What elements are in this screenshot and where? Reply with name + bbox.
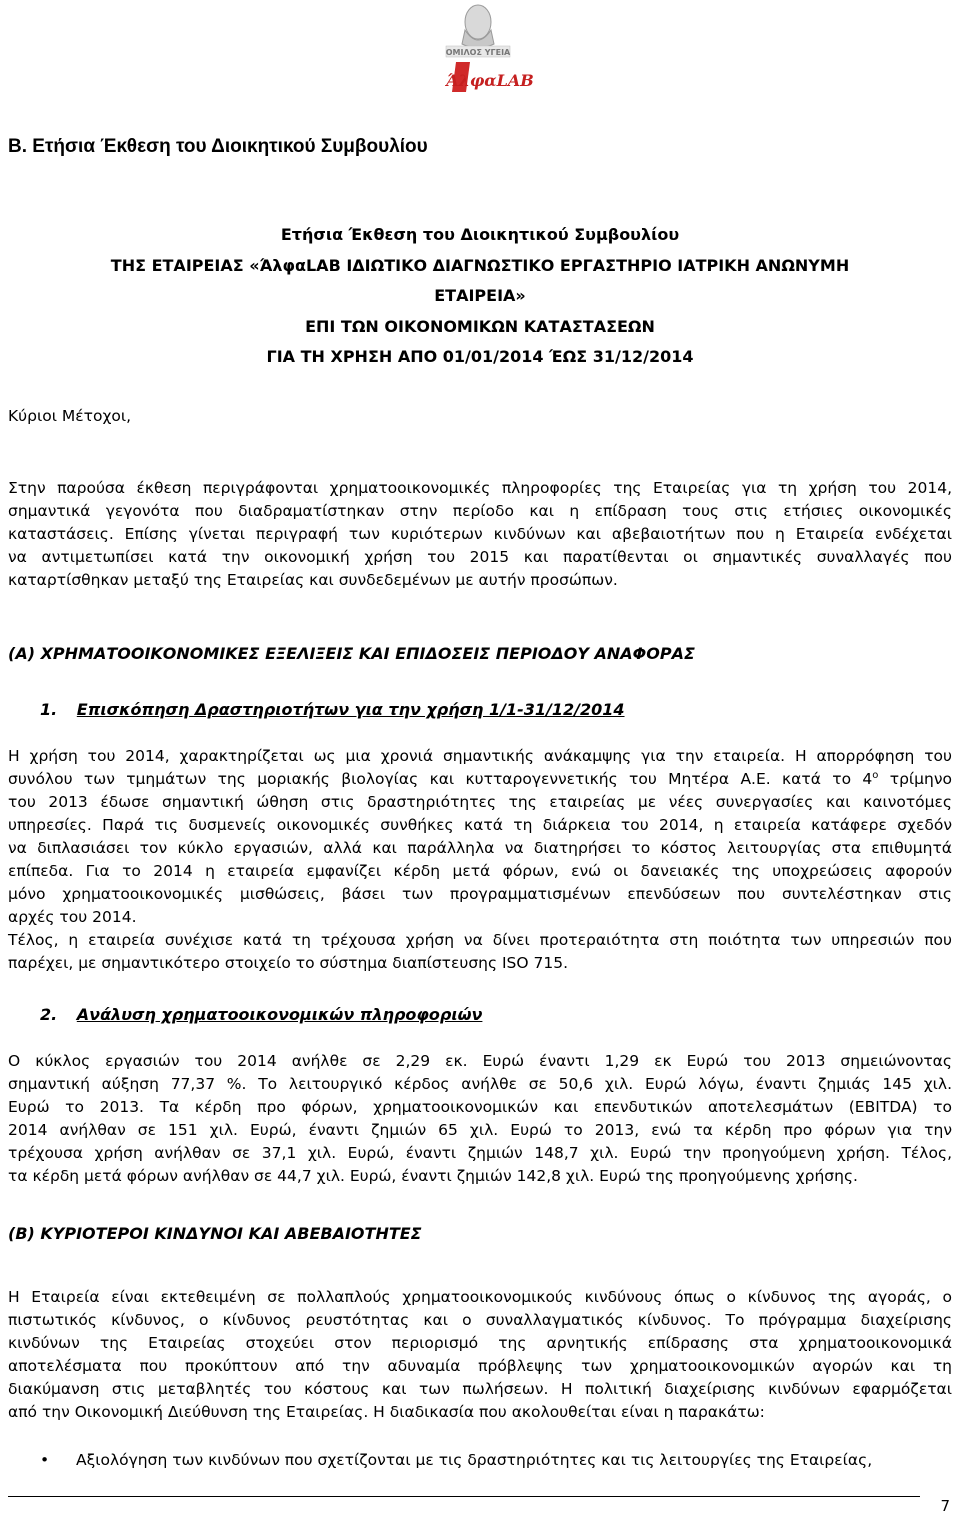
financials-line: Ευρώ το 2013. Τα κέρδη προ φόρων, χρηματοοικονομικών και επενδυτικών αποτελεσμάτων (EBITDA) το	[8, 1098, 952, 1116]
company-logo	[408, 0, 548, 100]
hygeia-bust-icon	[408, 0, 548, 100]
section-title: Β. Ετήσια Έκθεση του Διοικητικού Συμβουλίου	[8, 136, 428, 157]
overview-line: Η χρήση του 2014, χαρακτηρίζεται ως μια χρονιά σημαντικής ανάκαμψης για την εταιρεία. Η απορρόφηση του	[8, 747, 952, 765]
risks-line: διακύμανση στις μεταβλητές του κόστους και των πωλήσεων. Η πολιτική διαχείρισης κινδύνων εφαρμόζεται	[8, 1380, 952, 1398]
footer-divider	[8, 1496, 920, 1497]
report-title-line2: ΤΗΣ ΕΤΑΙΡΕΙΑΣ «ΆλφαLAB ΙΔΙΩΤΙΚΟ ΔΙΑΓΝΩΣΤΙΚΟ ΕΡΓΑΣΤΗΡΙΟ ΙΑΤΡΙΚΗ ΑΝΩΝΥΜΗ	[110, 256, 850, 275]
overview-line: αρχές του 2014.	[8, 908, 137, 926]
overview-line: επίπεδα. Για το 2014 η εταιρεία εμφανίζει κέρδη μετά φόρων, ενώ οι δανειακές της υποχρεώσεις αφορούν	[8, 862, 952, 880]
overview-line: υπηρεσίες. Παρά τις δυσμενείς οικονομικές συνθήκες κατά τη διάρκεια του 2014, η εταιρεία κατάφερε σχεδόν	[8, 816, 952, 834]
risks-line: από την Οικονομική Διεύθυνση της Εταιρείας. Η διαδικασία που ακολουθείται είναι η παρακάτω:	[8, 1403, 765, 1421]
report-title-line1: Ετήσια Έκθεση του Διοικητικού Συμβουλίου	[280, 225, 680, 244]
subheading-2	[40, 1005, 482, 1024]
intro-line: να αντιμετωπίσει κατά την οικονομική χρήση του 2015 και παρατίθενται οι σημαντικές συναλλαγές που	[8, 548, 952, 566]
bullet-text: Αξιολόγηση των κινδύνων που σχετίζονται με τις δραστηριότητες και τις λειτουργίες της Εταιρείας,	[76, 1451, 873, 1469]
risks-line: Η Εταιρεία είναι εκτεθειμένη σε πολλαπλούς χρηματοοικονομικούς κινδύνους όπως ο κίνδυνος της αγοράς, ο	[8, 1288, 952, 1306]
report-title-line5: ΓΙΑ ΤΗ ΧΡΗΣΗ ΑΠΟ 01/01/2014 ΈΩΣ 31/12/2014	[266, 347, 694, 366]
paragraph-risks	[8, 1286, 952, 1424]
heading-a: (Α) ΧΡΗΜΑΤΟΟΙΚΟΝΟΜΙΚΕΣ ΕΞΕΛΙΞΕΙΣ ΚΑΙ ΕΠΙΔΟΣΕΙΣ ΠΕΡΙΟΔΟΥ ΑΝΑΦΟΡΑΣ	[8, 644, 695, 663]
financials-line: Ο κύκλος εργασιών του 2014 ανήλθε σε 2,29 εκ. Ευρώ έναντι 1,29 εκ Ευρώ του 2013 σημειώνοντας	[8, 1052, 952, 1070]
intro-paragraph	[8, 477, 952, 592]
subheading-2-title: Ανάλυση χρηματοοικονομικών πληροφοριών	[76, 1005, 483, 1024]
bullet-icon: •	[40, 1451, 50, 1469]
financials-line: 2014 ανήλθαν σε 151 χιλ. Ευρώ, έναντι ζημιών 65 χιλ. Ευρώ το 2013, ενώ τα κέρδη προ φόρων για την	[8, 1121, 952, 1139]
financials-line: σημαντική αύξηση 77,37 %. Το λειτουργικό κέρδος ανήλθε σε 50,6 χιλ. Ευρώ λόγω, έναντι ζημιάς 145 χιλ.	[8, 1075, 952, 1093]
risks-line: αποτελέσματα που προκύπτουν από την αδυναμία πρόβλεψης των χρηματοοικονομικών αγορών και τη	[8, 1357, 952, 1375]
logo-group-label: ΟΜΙΛΟΣ ΥΓΕΙΑ	[445, 48, 511, 57]
page-number: 7	[940, 1497, 950, 1515]
overview-line: μόνο χρηματοοικονομικές μισθώσεις, βάσει των προγραμματισμένων επενδύσεων που συντελέστηκαν στις	[8, 885, 952, 903]
overview-line: παρέχει, με σημαντικότερο στοιχείο το σύστημα διαπίστευσης ISO 715.	[8, 954, 569, 972]
overview-line: συνόλου των τμημάτων της μοριακής βιολογίας και κυτταρογεννετικής του Μητέρα Α.Ε. κατά το $4^o$ τρίμηνο	[8, 769, 953, 788]
report-title-line4: ΕΠΙ ΤΩΝ ΟΙΚΟΝΟΜΙΚΩΝ ΚΑΤΑΣΤΑΣΕΩΝ	[305, 317, 655, 336]
intro-line: καταστάσεις. Επίσης γίνεται περιγραφή των κυριότερων κινδύνων και αβεβαιοτήτων που η Εταιρεία ενδέχεται	[8, 525, 952, 543]
subheading-1	[40, 700, 625, 719]
subheading-2-number: 2.	[40, 1005, 58, 1024]
risks-line: κινδύνων της Εταιρείας στοχεύει στον περιορισμό της αρνητικής επίδρασης στα χρηματοοικονομικά	[8, 1334, 952, 1352]
intro-line: καταρτίσθηκαν μεταξύ της Εταιρείας και συνδεδεμένων με αυτήν προσώπων.	[8, 571, 618, 589]
subheading-1-title: Επισκόπηση Δραστηριοτήτων για την χρήση 1/1-31/12/2014	[76, 700, 625, 719]
financials-line: τα κέρδη μετά φόρων ανήλθαν σε 44,7 χιλ. Ευρώ, έναντι ζημιών 142,8 χιλ. Ευρώ της προηγούμενης χρήσης.	[8, 1167, 858, 1185]
subheading-1-number: 1.	[40, 700, 58, 719]
overview-line: Τέλος, η εταιρεία συνέχισε κατά τη τρέχουσα χρήση να δίνει προτεραιότητα στη ποιότητα των υπηρεσιών που	[8, 931, 952, 949]
paragraph-overview	[8, 745, 952, 975]
salutation: Κύριοι Μέτοχοι,	[8, 407, 132, 425]
paragraph-financials	[8, 1050, 952, 1188]
financials-line: τρέχουσα χρήση ανήλθαν σε 37,1 χιλ. Ευρώ, έναντι ζημιών 148,7 χιλ. Ευρώ την προηγούμενη χρήση. Τέλος,	[8, 1144, 952, 1162]
overview-line: του 2013 έδωσε σημαντική ώθηση στις δραστηριότητες της εταιρείας με νέες συνεργασίες και καινοτόμες	[8, 793, 952, 811]
intro-line: σημαντικά γεγονότα που διαδραματίστηκαν στην περίοδο και η επίδραση τους στις ετήσιες οικονομικές	[8, 502, 952, 520]
logo-brand-text: ΆλφαLAB	[446, 71, 534, 90]
risks-line: πιστωτικός κίνδυνος, ο κίνδυνος ρευστότητας και ο συναλλαγματικός κίνδυνος. Το πρόγραμμα διαχείρισης	[8, 1311, 952, 1329]
heading-b: (Β) ΚΥΡΙΟΤΕΡΟΙ ΚΙΝΔΥΝΟΙ ΚΑΙ ΑΒΕΒΑΙΟΤΗΤΕΣ	[8, 1224, 422, 1243]
intro-line: Στην παρούσα έκθεση περιγράφονται χρηματοοικονομικές πληροφορίες της Εταιρείας για τη χρήση του 2014,	[8, 479, 952, 497]
report-title-line3: ΕΤΑΙΡΕΙΑ»	[434, 286, 526, 305]
overview-line: να διπλασιάσει τον κύκλο εργασιών, αλλά και παράλληλα να διατηρήσει το κόστος λειτουργίας στα επιθυμητά	[8, 839, 952, 857]
